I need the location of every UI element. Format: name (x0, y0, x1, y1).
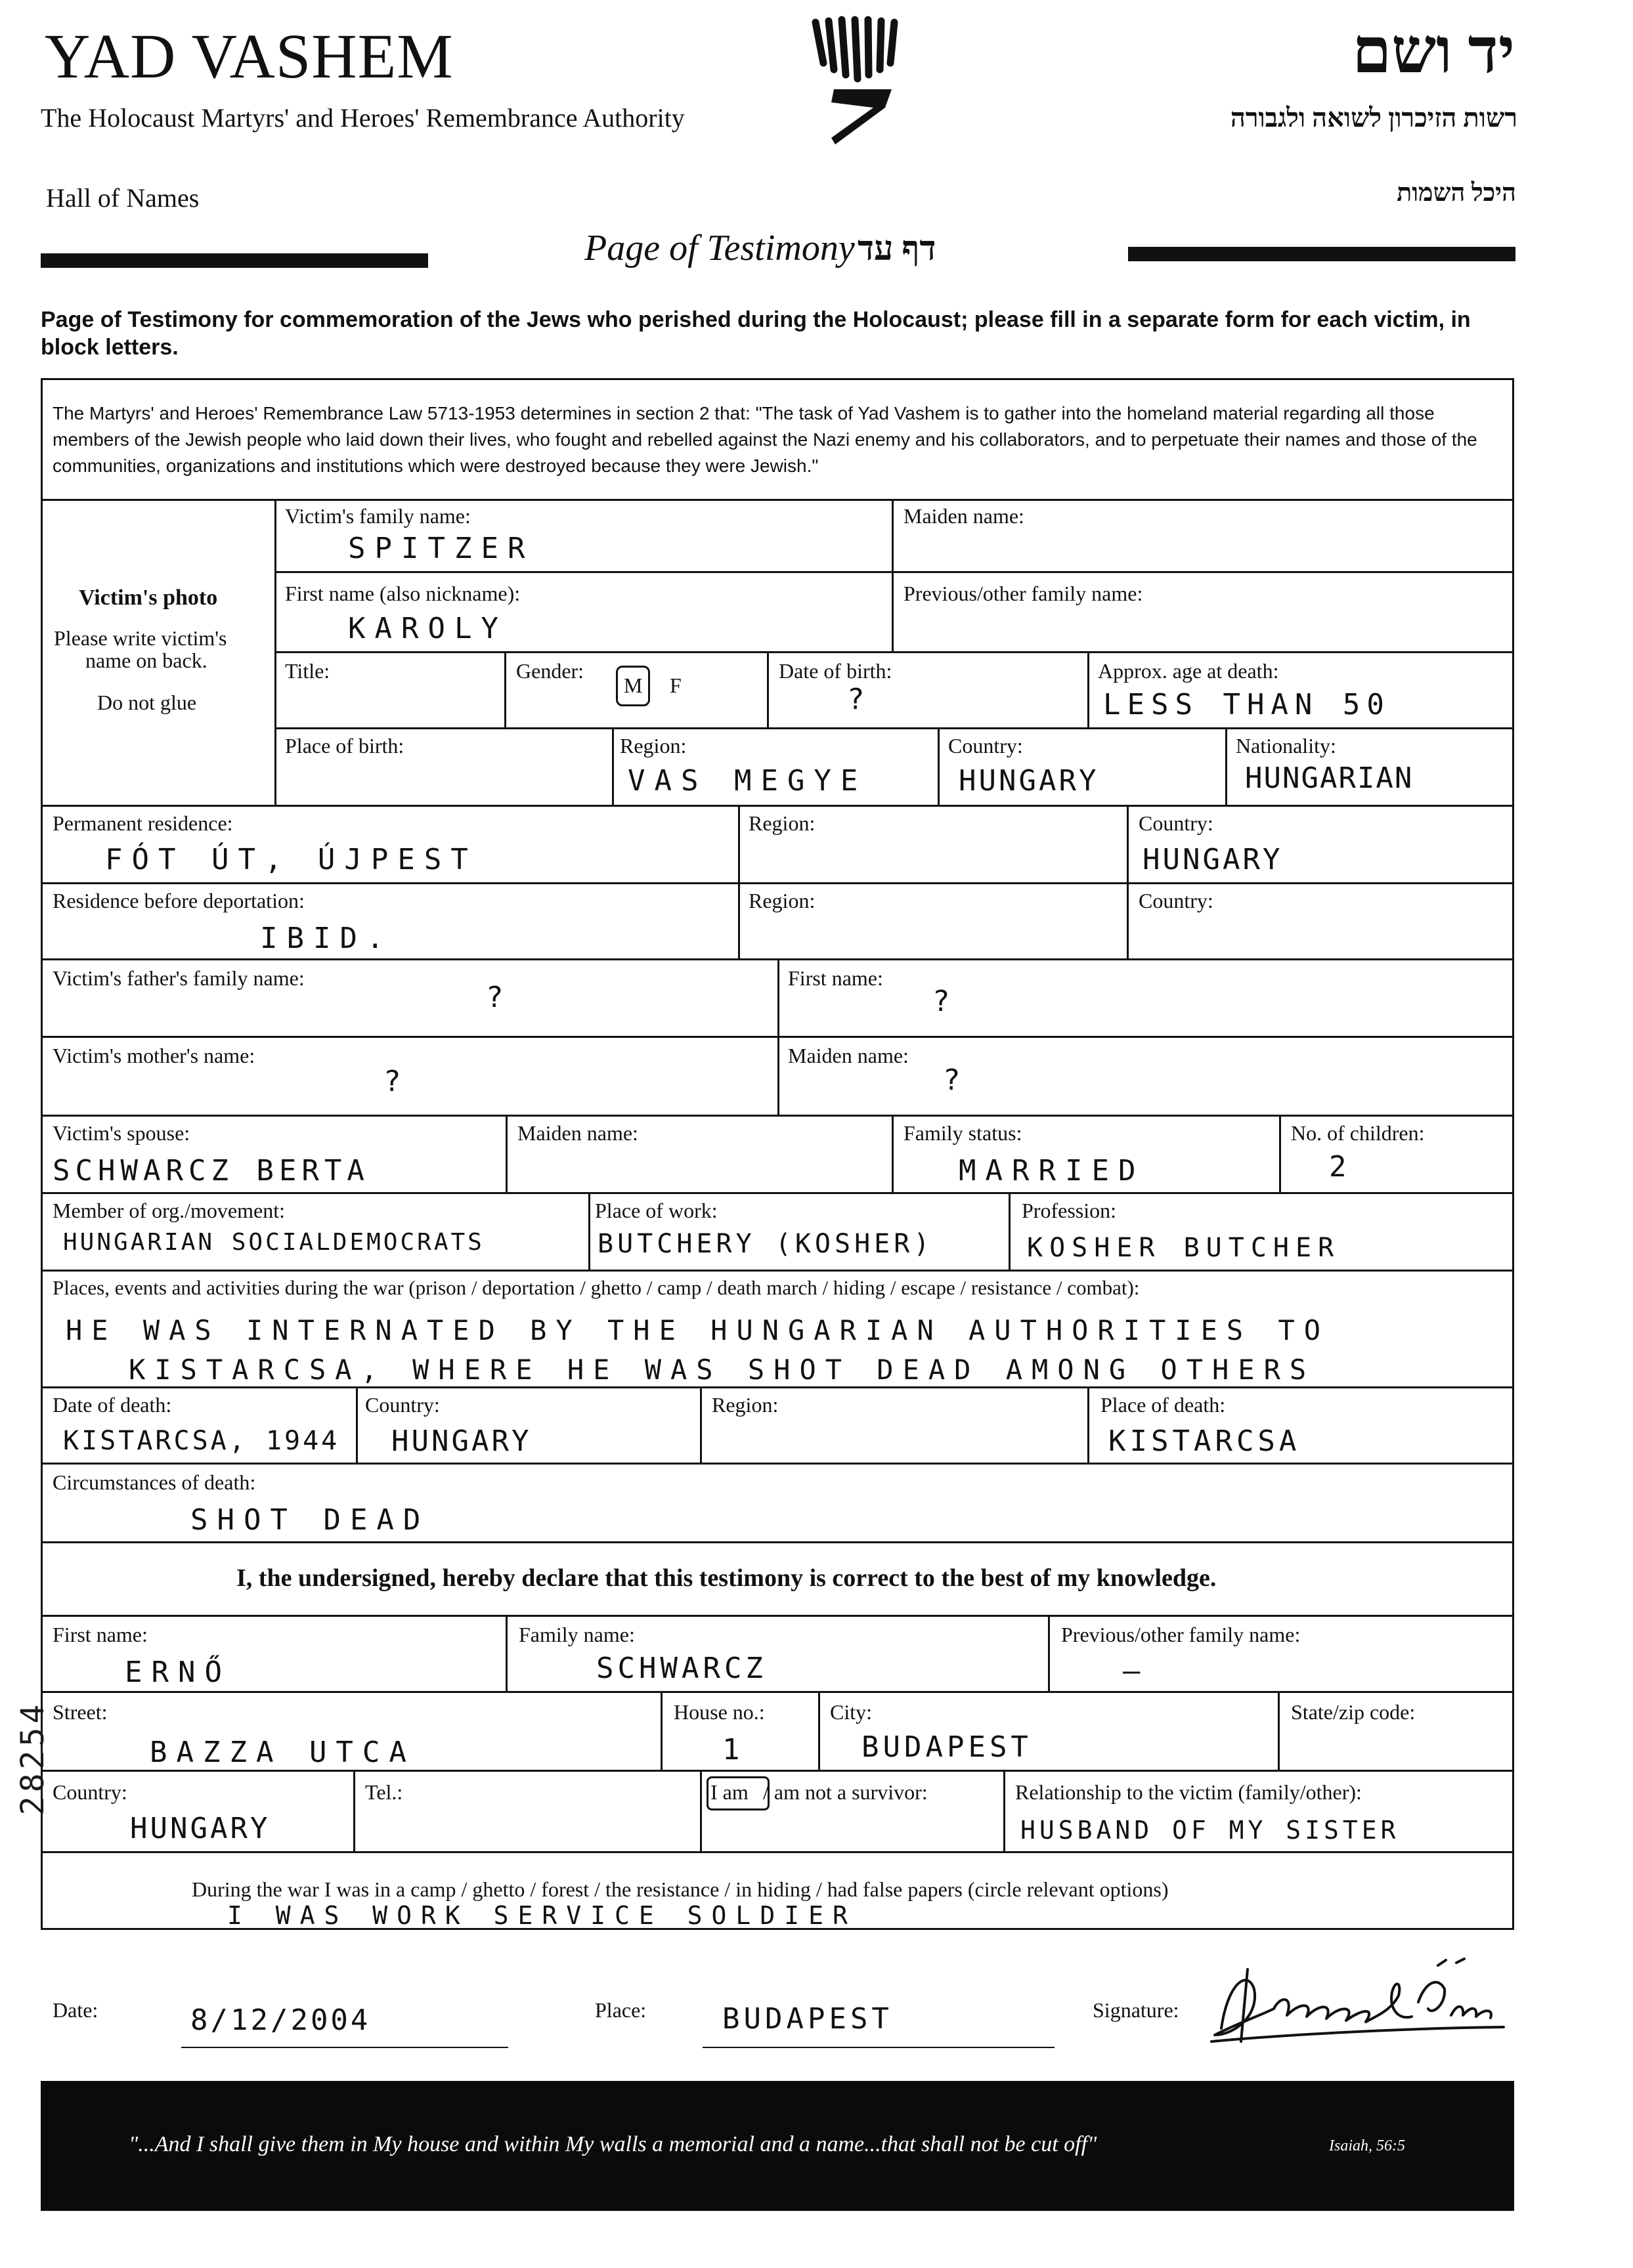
declaration-text: I, the undersigned, hereby declare that this testimony is correct to the best of my knowledge. (236, 1564, 1217, 1592)
place-of-birth-label: Place of birth: (285, 734, 404, 758)
photo-instruction-1: Please write victim's (54, 626, 227, 650)
victim-residence-before-deportation[interactable]: IBID. (260, 922, 393, 955)
birth-region-label: Region: (620, 734, 687, 758)
photo-instruction-2: name on back. (85, 649, 207, 672)
children-label: No. of children: (1291, 1121, 1425, 1145)
war-places-label: Places, events and activities during the war (prison / deportation / ghetto / camp / death march / hiding / escape / resistance / combat): (53, 1276, 1140, 1299)
org-name: YAD VASHEM (45, 21, 454, 91)
submitter-signature[interactable] (1202, 1943, 1517, 2055)
date-label: Date: (53, 1998, 98, 2022)
relationship-label: Relationship to the victim (family/other): (1015, 1780, 1362, 1804)
signature-label: Signature: (1093, 1998, 1179, 2022)
victim-circumstances[interactable]: SHOT DEAD (190, 1503, 430, 1537)
residence-before-deportation-label: Residence before deportation: (53, 889, 305, 912)
date-underline (181, 2047, 508, 2048)
photo-instruction-3: Do not glue (97, 691, 197, 714)
margin-reference-number: 28254 (14, 1700, 51, 1816)
submitter-first-name[interactable]: ERNŐ (125, 1656, 231, 1689)
gender-label: Gender: (516, 659, 584, 683)
profession-label: Profession: (1022, 1199, 1116, 1222)
victim-birth-region[interactable]: VAS MEGYE (628, 764, 867, 798)
victim-nationality[interactable]: HUNGARIAN (1245, 761, 1414, 795)
victim-children[interactable]: 2 (1329, 1150, 1356, 1184)
house-no-label: House no.: (674, 1700, 765, 1724)
age-label: Approx. age at death: (1098, 659, 1279, 683)
victim-spouse[interactable]: SCHWARCZ BERTA (53, 1154, 370, 1187)
permanent-region-label: Region: (749, 811, 816, 835)
submitter-street[interactable]: BAZZA UTCA (150, 1736, 416, 1769)
submitter-date[interactable]: 8/12/2004 (190, 2003, 371, 2037)
permanent-residence-label: Permanent residence: (53, 811, 233, 835)
victim-place-of-work[interactable]: BUTCHERY (KOSHER) (598, 1229, 934, 1259)
nationality-label: Nationality: (1236, 734, 1336, 758)
victim-mother-name[interactable]: ? (383, 1065, 410, 1098)
yad-vashem-logo (808, 16, 906, 154)
form-title: Page of Testimony (584, 228, 855, 268)
footer-citation: Isaiah, 56:5 (1329, 2137, 1405, 2154)
submitter-during-war[interactable]: I WAS WORK SERVICE SOLDIER (227, 1901, 857, 1930)
place-of-work-label: Place of work: (595, 1199, 718, 1222)
date-of-death-label: Date of death: (53, 1393, 172, 1417)
birth-country-label: Country: (948, 734, 1023, 758)
submitter-previous-name[interactable]: — (1123, 1654, 1150, 1688)
victim-permanent-country[interactable]: HUNGARY (1143, 843, 1283, 876)
footer-quote: "...And I shall give them in My house and within My walls a memorial and a name...that shall not be cut off" (129, 2132, 1097, 2156)
submitter-relationship[interactable]: HUSBAND OF MY SISTER (1020, 1816, 1400, 1845)
org-subtitle: The Holocaust Martyrs' and Heroes' Remembrance Authority (41, 103, 685, 133)
victim-father-first-name[interactable]: ? (932, 985, 959, 1018)
submitter-city[interactable]: BUDAPEST (861, 1730, 1032, 1764)
victim-permanent-residence[interactable]: FÓT ÚT, ÚJPEST (105, 843, 477, 876)
victim-birth-country[interactable]: HUNGARY (959, 764, 1099, 798)
maiden-name-label: Maiden name: (904, 504, 1024, 528)
submitter-first-name-label: First name: (53, 1623, 148, 1646)
gender-f: F (670, 674, 682, 697)
hall-of-names-hebrew: היכל השמות (1397, 179, 1516, 207)
survivor-label: / am not a survivor: (763, 1780, 928, 1804)
victim-war-line-1[interactable]: HE WAS INTERNATED BY THE HUNGARIAN AUTHORITIES TO (66, 1314, 1330, 1346)
dob-label: Date of birth: (779, 659, 892, 683)
victim-photo-title: Victim's photo (79, 586, 218, 610)
victim-date-of-death[interactable]: KISTARCSA, 1944 (63, 1426, 340, 1456)
victim-org-member[interactable]: HUNGARIAN SOCIALDEMOCRATS (63, 1229, 485, 1256)
place-of-death-label: Place of death: (1100, 1393, 1226, 1417)
place-label: Place: (595, 1998, 647, 2022)
circumstances-label: Circumstances of death: (53, 1470, 256, 1494)
deportation-country-label: Country: (1139, 889, 1213, 912)
victim-place-of-death[interactable]: KISTARCSA (1108, 1424, 1301, 1458)
submitter-previous-name-label: Previous/other family name: (1061, 1623, 1301, 1646)
header-rule-left (41, 253, 428, 268)
submitter-family-name[interactable]: SCHWARCZ (596, 1652, 767, 1685)
mother-name-label: Victim's mother's name: (53, 1044, 255, 1067)
victim-first-name[interactable]: KAROLY (348, 612, 508, 645)
intro-text: Page of Testimony for commemoration of the Jews who perished during the Holocaust; please fill in a separate form for each victim, in block letters. (41, 307, 1471, 360)
submitter-family-name-label: Family name: (519, 1623, 635, 1646)
victim-profession[interactable]: KOSHER BUTCHER (1027, 1233, 1341, 1263)
mother-maiden-label: Maiden name: (788, 1044, 909, 1067)
previous-family-name-label: Previous/other family name: (904, 582, 1143, 605)
header-rule-right (1128, 247, 1515, 261)
street-label: Street: (53, 1700, 108, 1724)
city-label: City: (830, 1700, 873, 1724)
first-name-label: First name (also nickname): (285, 582, 521, 605)
law-text: The Martyrs' and Heroes' Remembrance Law 5713-1953 determines in section 2 that: "The task of Yad Vashem is to gather into the homeland material regarding all those members of the Jewish people who laid down their lives, who fought and rebelled against the Nazi enemy and his collaborators, and to perpetuate their names and those of the communities, organizations and institutions which were destroyed because they were Jewish." (53, 403, 1477, 476)
victim-war-line-2[interactable]: KISTARCSA, WHERE HE WAS SHOT DEAD AMONG OTHERS (129, 1354, 1316, 1386)
victim-dob[interactable]: ? (847, 683, 874, 716)
submitter-country[interactable]: HUNGARY (130, 1812, 271, 1845)
victim-death-country[interactable]: HUNGARY (391, 1424, 532, 1458)
death-country-label: Country: (365, 1393, 440, 1417)
tel-label: Tel.: (365, 1780, 403, 1804)
during-war-label: During the war I was in a camp / ghetto / forest / the resistance / in hiding / had false papers (circle relevant options) (192, 1877, 1169, 1901)
spouse-label: Victim's spouse: (53, 1121, 190, 1145)
death-region-label: Region: (712, 1393, 779, 1417)
family-status-label: Family status: (904, 1121, 1022, 1145)
survivor-i-am: I am (710, 1780, 749, 1804)
victim-age-at-death[interactable]: LESS THAN 50 (1103, 688, 1391, 721)
org-member-label: Member of org./movement: (53, 1199, 285, 1222)
victim-mother-maiden[interactable]: ? (943, 1063, 970, 1097)
deportation-region-label: Region: (749, 889, 816, 912)
title-label: Title: (285, 659, 330, 683)
org-subtitle-hebrew: רשות הזיכרון לשואה ולגבורה (1230, 103, 1517, 133)
family-name-label: Victim's family name: (285, 504, 471, 528)
hall-of-names: Hall of Names (46, 183, 200, 213)
victim-father-family-name[interactable]: ? (486, 981, 513, 1014)
gender-m: M (624, 674, 643, 697)
submitter-country-label: Country: (53, 1780, 127, 1804)
form-title-hebrew: דף עד (858, 230, 936, 268)
spouse-maiden-label: Maiden name: (517, 1121, 638, 1145)
submitter-house-no[interactable]: 1 (722, 1733, 749, 1766)
father-first-name-label: First name: (788, 966, 883, 990)
submitter-place[interactable]: BUDAPEST (722, 2002, 893, 2036)
state-zip-label: State/zip code: (1291, 1700, 1416, 1724)
place-underline (703, 2047, 1055, 2048)
victim-family-status[interactable]: MARRIED (959, 1154, 1145, 1187)
victim-family-name[interactable]: SPITZER (348, 532, 534, 565)
org-name-hebrew: יד ושם (1352, 16, 1515, 86)
father-family-name-label: Victim's father's family name: (53, 966, 305, 990)
permanent-country-label: Country: (1139, 811, 1213, 835)
